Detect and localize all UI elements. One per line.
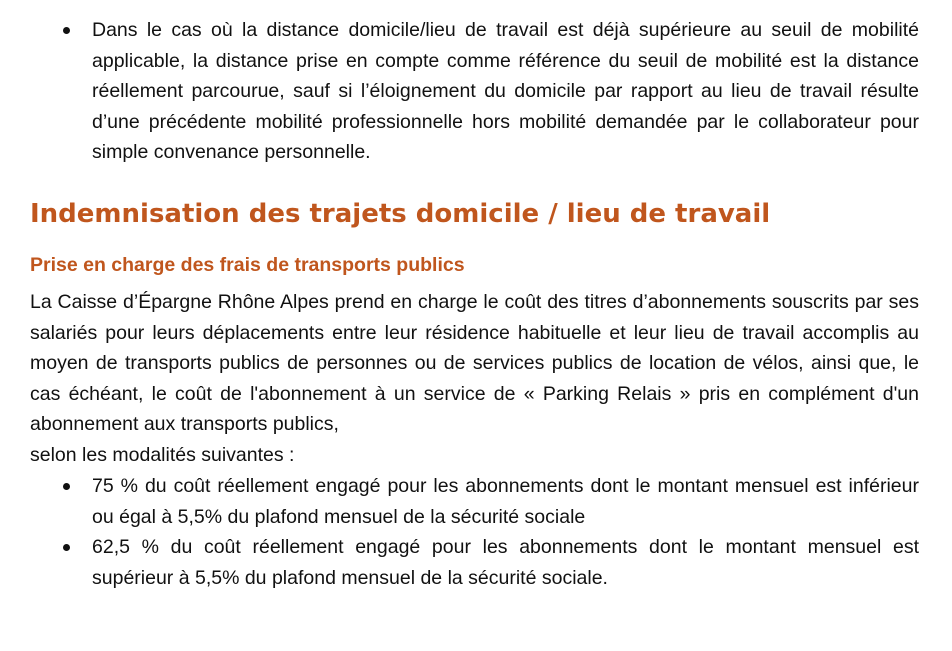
bullet-icon — [63, 544, 70, 551]
conditions-list — [30, 471, 919, 593]
list-item-text: 75 % du coût réellement engagé pour les abonnements dont le montant mensuel est inférieur ou égal à 5,5% du plafond mensuel de la sécurité sociale — [92, 475, 919, 528]
section-heading: Indemnisation des trajets domicile / lieu de travail — [30, 199, 771, 229]
bullet-icon — [63, 27, 70, 34]
list-item — [30, 15, 919, 168]
mobility-rule-list — [30, 15, 919, 168]
body-paragraph — [30, 287, 919, 470]
list-item — [30, 532, 919, 593]
list-item-text: 62,5 % du coût réellement engagé pour les abonnements dont le montant mensuel est supérieur à 5,5% du plafond mensuel de la sécurité sociale. — [92, 536, 919, 589]
paragraph-text: La Caisse d’Épargne Rhône Alpes prend en charge le coût des titres d’abonnements souscrits par ses salariés pour leurs déplacements entre leur résidence habituelle et leur lieu de travail accomplis au moyen de transports publics de personnes ou de services publics de location de vélos, ainsi que, le cas échéant, le coût de l'abonnement à un service de « Parking Relais » pris en complément d'un abonnement aux transports publics, — [30, 291, 919, 435]
list-item — [30, 471, 919, 532]
paragraph-text-end: selon les modalités suivantes : — [30, 443, 295, 466]
list-item-text: Dans le cas où la distance domicile/lieu de travail est déjà supérieure au seuil de mobilité applicable, la distance prise en compte comme référence du seuil de mobilité est la distance réellement parcourue, sauf si l’éloignement du domicile par rapport au lieu de travail résulte d’une précédente mobilité professionnelle hors mobilité demandée par le collaborateur pour simple convenance personnelle. — [92, 19, 919, 163]
bullet-icon — [63, 483, 70, 490]
section-subheading: Prise en charge des frais de transports publics — [30, 254, 465, 276]
